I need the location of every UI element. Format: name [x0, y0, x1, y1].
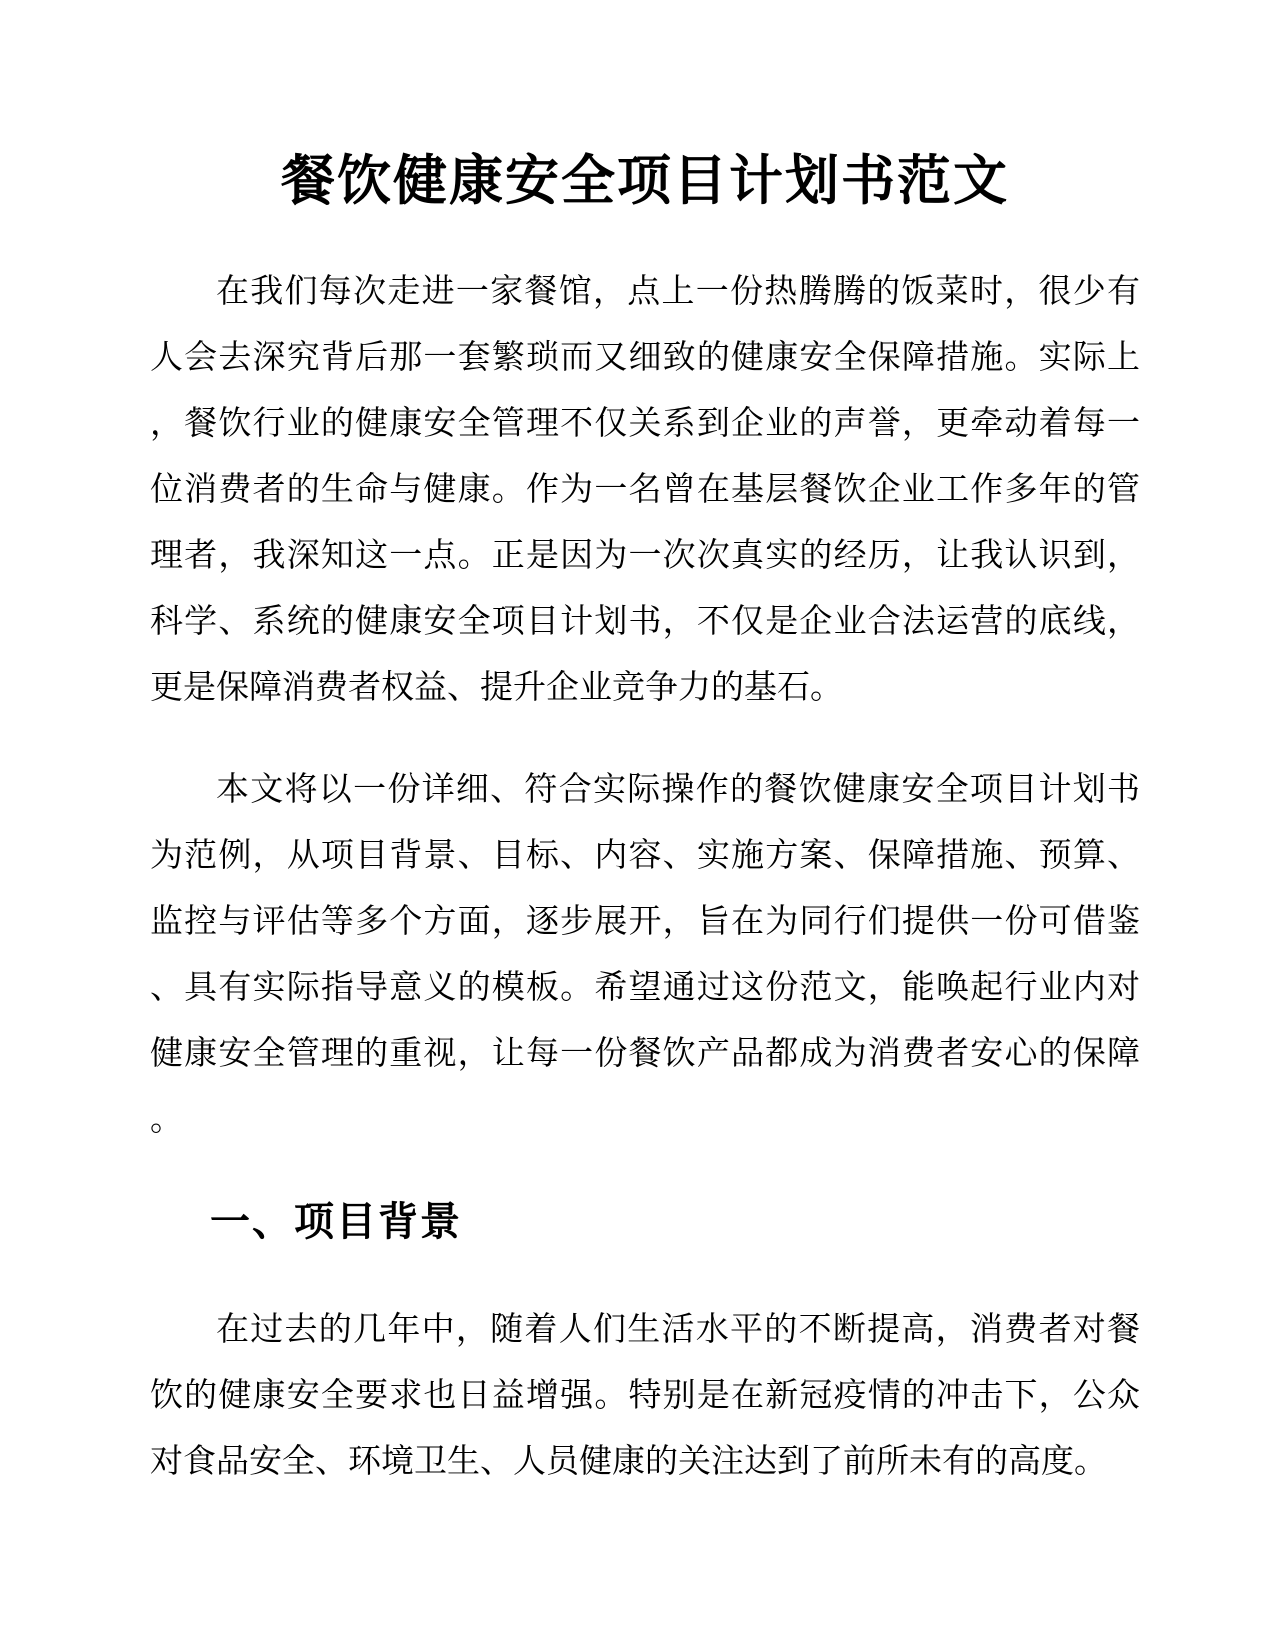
project-background-paragraph — [150, 1297, 1140, 1495]
text-line: 监控与评估等多个方面，逐步展开，旨在为同行们提供一份可借鉴 — [150, 903, 1140, 940]
text-line: ，餐饮行业的健康安全管理不仅关系到企业的声誉，更牵动着每一 — [150, 405, 1140, 442]
document-title: 餐饮健康安全项目计划书范文 — [281, 151, 1009, 211]
text-line: 理者，我深知这一点。正是因为一次次真实的经历，让我认识到， — [150, 537, 1140, 574]
text-line: 本文将以一份详细、符合实际操作的餐饮健康安全项目计划书 — [216, 771, 1140, 808]
text-line: 对食品安全、环境卫生、人员健康的关注达到了前所未有的高度。 — [150, 1443, 1107, 1480]
section-heading-project-background: 一、项目背景 — [210, 1199, 462, 1244]
text-line: 在我们每次走进一家餐馆，点上一份热腾腾的饭菜时，很少有 — [216, 273, 1140, 310]
intro-paragraph — [150, 259, 1140, 721]
text-line: 。 — [150, 1101, 183, 1138]
text-line: 人会去深究背后那一套繁琐而又细致的健康安全保障措施。实际上 — [150, 339, 1140, 376]
text-line: 位消费者的生命与健康。作为一名曾在基层餐饮企业工作多年的管 — [150, 471, 1140, 508]
text-line: 为范例，从项目背景、目标、内容、实施方案、保障措施、预算、 — [150, 837, 1140, 874]
overview-paragraph — [150, 757, 1140, 1153]
text-line: 更是保障消费者权益、提升企业竞争力的基石。 — [150, 669, 843, 706]
document-content — [0, 148, 1275, 1495]
text-line: 在过去的几年中，随着人们生活水平的不断提高，消费者对餐 — [216, 1311, 1140, 1348]
text-line: 科学、系统的健康安全项目计划书，不仅是企业合法运营的底线， — [150, 603, 1140, 640]
text-line: 健康安全管理的重视，让每一份餐饮产品都成为消费者安心的保障 — [150, 1035, 1140, 1072]
text-line: 饮的健康安全要求也日益增强。特别是在新冠疫情的冲击下，公众 — [150, 1377, 1140, 1414]
text-line: 、具有实际指导意义的模板。希望通过这份范文，能唤起行业内对 — [150, 969, 1140, 1006]
